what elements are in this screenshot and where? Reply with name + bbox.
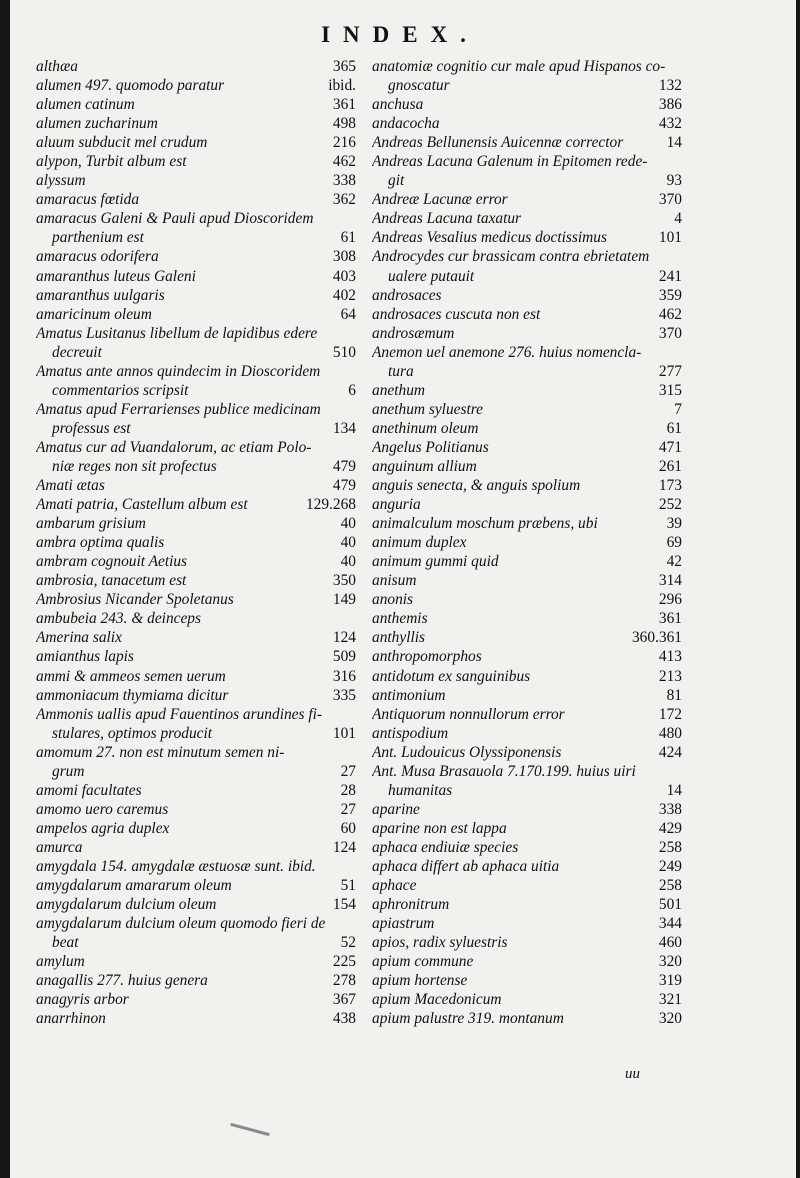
entry-term: ambarum grisium: [36, 515, 146, 533]
entry-page: 438: [332, 1010, 356, 1028]
entry-page: 60: [340, 819, 356, 837]
index-entry: [372, 552, 682, 571]
entry-page: 277: [658, 362, 682, 380]
entry-page: 370: [658, 324, 682, 342]
entry-page: 367: [332, 991, 356, 1009]
entry-page: 93: [666, 172, 682, 190]
entry-page: 61: [340, 229, 356, 247]
index-entry: [36, 667, 356, 686]
entry-term: gnoscatur: [388, 77, 450, 95]
index-entry: [372, 324, 682, 343]
entry-term: grum: [52, 762, 85, 780]
entry-page: 361: [332, 96, 356, 114]
index-entry: [372, 209, 682, 228]
entry-term: amaracus odorifera: [36, 248, 159, 266]
index-entry: [372, 819, 682, 838]
entry-term: Amatus ante annos quindecim in Dioscoridem: [36, 362, 321, 380]
entry-term: professus est: [52, 419, 131, 437]
index-entry: [36, 876, 356, 895]
entry-term: Ambrosius Nicander Spoletanus: [36, 591, 234, 609]
index-entry: [372, 400, 682, 419]
index-entry: [372, 609, 682, 628]
entry-page: 462: [658, 305, 682, 323]
index-entry: [36, 419, 356, 438]
index-entry: [36, 362, 356, 381]
index-entry: [372, 476, 682, 495]
index-entry: [36, 400, 356, 419]
index-entry: [36, 895, 356, 914]
entry-page: 40: [340, 515, 356, 533]
entry-page: 316: [332, 667, 356, 685]
index-entry: [36, 457, 356, 476]
entry-page: 424: [658, 743, 682, 761]
entry-term: aphronitrum: [372, 896, 450, 914]
index-entry: [372, 267, 682, 286]
entry-page: 216: [332, 134, 356, 152]
entry-term: alumen catinum: [36, 96, 135, 114]
entry-page: 480: [658, 724, 682, 742]
entry-term: anonis: [372, 591, 414, 609]
index-entry: [36, 571, 356, 590]
index-entry: [372, 133, 682, 152]
entry-page: 320: [658, 1010, 682, 1028]
entry-term: Ant. Ludouicus Olyssiponensis: [372, 743, 562, 761]
entry-page: 124: [332, 629, 356, 647]
entry-page: 14: [666, 781, 682, 799]
entry-page: 278: [332, 972, 356, 990]
index-entry: [36, 286, 356, 305]
entry-term: androsæmum: [372, 324, 455, 342]
entry-term: beat: [52, 934, 79, 952]
entry-page: 462: [332, 153, 356, 171]
entry-page: 386: [658, 96, 682, 114]
entry-page: 319: [658, 972, 682, 990]
entry-term: Ant. Musa Brasauola 7.170.199. huius uiri: [372, 762, 636, 780]
index-entry: [36, 590, 356, 609]
entry-page: 241: [658, 267, 682, 285]
entry-page: 308: [332, 248, 356, 266]
entry-page: 39: [666, 515, 682, 533]
entry-page: 479: [332, 457, 356, 475]
entry-term: amomum 27. non est minutum semen ni-: [36, 743, 285, 761]
entry-term: althæa: [36, 58, 78, 75]
index-entry: [372, 514, 682, 533]
entry-term: animum gummi quid: [372, 553, 499, 571]
index-entry: [36, 971, 356, 990]
entry-term: aphace: [372, 877, 417, 895]
entry-term: amaracus fœtida: [36, 191, 140, 209]
index-entry: [36, 838, 356, 857]
entry-page: 432: [658, 115, 682, 133]
entry-term: anthropomorphos: [372, 648, 482, 666]
entry-page: 173: [658, 477, 682, 495]
entry-page: 403: [332, 267, 356, 285]
entry-page: 154: [332, 896, 356, 914]
entry-page: 509: [332, 648, 356, 666]
index-entry: [372, 667, 682, 686]
index-entry: [36, 552, 356, 571]
entry-term: anthemis: [372, 610, 428, 628]
entry-term: amaranthus uulgaris: [36, 286, 165, 304]
entry-term: amaracus Galeni & Pauli apud Dioscoridem: [36, 210, 314, 228]
entry-term: amaricinum oleum: [36, 305, 152, 323]
index-entry: [36, 343, 356, 362]
index-entry: [36, 476, 356, 495]
entry-page: 359: [658, 286, 682, 304]
entry-page: 258: [658, 838, 682, 856]
index-entry: [36, 933, 356, 952]
entry-term: anagallis 277. huius genera: [36, 972, 208, 990]
index-entry: [36, 247, 356, 266]
entry-term: amianthus lapis: [36, 648, 134, 666]
index-entry: [36, 762, 356, 781]
page-title: INDEX.: [321, 22, 479, 47]
entry-page: 261: [658, 457, 682, 475]
entry-term: Antiquorum nonnullorum error: [372, 705, 565, 723]
index-entry: [36, 324, 356, 343]
index-entry: [372, 57, 682, 76]
entry-term: alyssum: [36, 172, 86, 190]
index-entry: [372, 590, 682, 609]
entry-term: amomo uero caremus: [36, 800, 169, 818]
entry-term: anisum: [372, 572, 417, 590]
entry-term: apios, radix syluestris: [372, 934, 508, 952]
entry-term: ambra optima qualis: [36, 534, 165, 552]
entry-page: 28: [340, 781, 356, 799]
entry-term: amygdalarum amararum oleum: [36, 877, 232, 895]
entry-term: anguinum allium: [372, 457, 477, 475]
index-entry: [36, 609, 356, 628]
index-entry: [36, 305, 356, 324]
index-entry: [36, 705, 356, 724]
entry-term: apium commune: [372, 953, 474, 971]
entry-page: 320: [658, 953, 682, 971]
entry-page: 510: [332, 343, 356, 361]
index-entry: [372, 457, 682, 476]
entry-term: amylum: [36, 953, 85, 971]
entry-term: anthyllis: [372, 629, 426, 647]
index-entry: [372, 800, 682, 819]
index-entry: [36, 952, 356, 971]
index-column-left: [36, 57, 356, 1028]
index-entry: [36, 209, 356, 228]
entry-page: 501: [658, 896, 682, 914]
index-entry: [36, 647, 356, 666]
index-entry: [372, 876, 682, 895]
index-entry: [372, 895, 682, 914]
entry-term: anatomiæ cognitio cur male apud Hispanos co-: [372, 58, 666, 75]
entry-term: ammoniacum thymiama dicitur: [36, 686, 229, 704]
entry-term: Andreæ Lacunæ error: [372, 191, 508, 209]
entry-term: alumen zucharinum: [36, 115, 158, 133]
index-entry: [372, 705, 682, 724]
index-entry: [36, 743, 356, 762]
entry-term: amomi facultates: [36, 781, 142, 799]
entry-term: anethinum oleum: [372, 419, 479, 437]
entry-page: 225: [332, 953, 356, 971]
entry-term: humanitas: [388, 781, 453, 799]
entry-term: anguria: [372, 496, 421, 514]
entry-page: 27: [340, 762, 356, 780]
entry-term: Amerina salix: [36, 629, 122, 647]
entry-term: aparine non est lappa: [372, 819, 507, 837]
entry-page: 27: [340, 800, 356, 818]
entry-page: 360.361: [631, 629, 682, 647]
index-entry: [372, 857, 682, 876]
index-entry: [372, 628, 682, 647]
entry-page: 40: [340, 534, 356, 552]
entry-term: animum duplex: [372, 534, 467, 552]
index-entry: [36, 1009, 356, 1028]
index-entry: [36, 686, 356, 705]
entry-page: 7: [674, 400, 682, 418]
index-entry: [36, 857, 356, 876]
index-entry: [36, 495, 356, 514]
entry-page: 321: [658, 991, 682, 1009]
index-entry: [372, 495, 682, 514]
index-entry: [372, 647, 682, 666]
entry-term: amurca: [36, 838, 83, 856]
index-entry: [36, 57, 356, 76]
index-entry: [36, 381, 356, 400]
index-entry: [372, 686, 682, 705]
entry-term: ampelos agria duplex: [36, 819, 170, 837]
index-entry: [372, 286, 682, 305]
entry-term: anethum syluestre: [372, 400, 483, 418]
index-entry: [372, 190, 682, 209]
entry-term: apium palustre 319. montanum: [372, 1010, 564, 1028]
entry-page: 362: [332, 191, 356, 209]
index-entry: [372, 343, 682, 362]
index-entry: [36, 533, 356, 552]
page-edge-shadow: [0, 0, 10, 1178]
entry-term: amygdalarum dulcium oleum: [36, 896, 217, 914]
entry-page: 69: [666, 534, 682, 552]
entry-term: andacocha: [372, 115, 440, 133]
entry-term: ambrosia, tanacetum est: [36, 572, 187, 590]
ink-stroke: [230, 1123, 269, 1136]
index-entry: [372, 533, 682, 552]
entry-page: 40: [340, 553, 356, 571]
index-entry: [372, 171, 682, 190]
entry-page: 61: [666, 419, 682, 437]
entry-term: git: [388, 172, 405, 190]
entry-page: 172: [658, 705, 682, 723]
index-entry: [372, 743, 682, 762]
entry-page: 51: [340, 877, 356, 895]
entry-page: 471: [658, 438, 682, 456]
index-entry: [372, 247, 682, 266]
entry-page: 132: [658, 77, 682, 95]
index-entry: [372, 114, 682, 133]
entry-term: Anemon uel anemone 276. huius nomencla-: [372, 343, 642, 361]
entry-term: decreuit: [52, 343, 102, 361]
entry-term: Andreas Lacuna taxatur: [372, 210, 522, 228]
entry-term: amaranthus luteus Galeni: [36, 267, 196, 285]
index-entry: [36, 228, 356, 247]
entry-term: ammi & ammeos semen uerum: [36, 667, 226, 685]
index-entry: [372, 781, 682, 800]
entry-page: 498: [332, 115, 356, 133]
index-entry: [372, 914, 682, 933]
index-entry: [372, 838, 682, 857]
entry-page: 134: [332, 419, 356, 437]
index-column-right: [372, 57, 682, 1028]
index-entry: [372, 952, 682, 971]
entry-page: 213: [658, 667, 682, 685]
index-entry: [372, 971, 682, 990]
index-entry: [372, 228, 682, 247]
entry-page: 14: [666, 134, 682, 152]
index-entry: [36, 914, 356, 933]
entry-page: 429: [658, 819, 682, 837]
entry-term: ambubeia 243. & deinceps: [36, 610, 201, 628]
index-entry: [36, 190, 356, 209]
index-entry: [36, 438, 356, 457]
entry-term: alypon, Turbit album est: [36, 153, 187, 171]
entry-page: 402: [332, 286, 356, 304]
entry-term: Amatus cur ad Vuandalorum, ac etiam Polo-: [36, 438, 312, 456]
entry-term: amygdalarum dulcium oleum quomodo fieri de: [36, 915, 326, 933]
entry-page: 81: [666, 686, 682, 704]
entry-term: Amatus apud Ferrarienses publice medicinam: [36, 400, 321, 418]
entry-page: 129.268: [305, 496, 356, 514]
entry-term: Andreas Vesalius medicus doctissimus: [372, 229, 607, 247]
index-entry: [36, 781, 356, 800]
entry-page: 101: [658, 229, 682, 247]
entry-page: 361: [658, 610, 682, 628]
entry-page: 124: [332, 838, 356, 856]
entry-term: anethum: [372, 381, 426, 399]
index-entry: [372, 571, 682, 590]
entry-term: apium hortense: [372, 972, 468, 990]
entry-term: aphaca differt ab aphaca uitia: [372, 857, 560, 875]
entry-term: aparine: [372, 800, 420, 818]
entry-page: 479: [332, 477, 356, 495]
entry-page: 258: [658, 877, 682, 895]
index-entry: [36, 990, 356, 1009]
index-entry: [36, 76, 356, 95]
entry-term: anchusa: [372, 96, 424, 114]
entry-page: 4: [674, 210, 682, 228]
index-entry: [372, 990, 682, 1009]
entry-term: Androcydes cur brassicam contra ebrietatem: [372, 248, 650, 266]
catchword: uu: [625, 1066, 640, 1082]
page-edge-right: [796, 0, 800, 1178]
entry-term: androsaces: [372, 286, 442, 304]
entry-term: amygdala 154. amygdalæ æstuosæ sunt. ibid.: [36, 857, 316, 875]
index-entry: [372, 152, 682, 171]
index-entry: [36, 95, 356, 114]
entry-page: 344: [658, 915, 682, 933]
entry-term: androsaces cuscuta non est: [372, 305, 541, 323]
entry-page: 296: [658, 591, 682, 609]
entry-term: antispodium: [372, 724, 449, 742]
entry-term: antimonium: [372, 686, 446, 704]
entry-term: alumen 497. quomodo paratur: [36, 77, 225, 95]
entry-page: 413: [658, 648, 682, 666]
entry-term: parthenium est: [52, 229, 144, 247]
entry-term: anagyris arbor: [36, 991, 129, 1009]
index-entry: [372, 95, 682, 114]
entry-page: 338: [658, 800, 682, 818]
entry-page: 149: [332, 591, 356, 609]
index-entry: [36, 819, 356, 838]
index-entry: [36, 267, 356, 286]
index-entry: [372, 419, 682, 438]
entry-term: tura: [388, 362, 414, 380]
entry-page: ibid.: [328, 77, 356, 95]
entry-term: niæ reges non sit profectus: [52, 457, 217, 475]
index-entry: [372, 933, 682, 952]
index-entry: [372, 724, 682, 743]
index-entry: [36, 152, 356, 171]
index-entry: [36, 800, 356, 819]
entry-page: 6: [348, 381, 356, 399]
entry-page: 315: [658, 381, 682, 399]
entry-term: Ammonis uallis apud Fauentinos arundines fi-: [36, 705, 323, 723]
index-entry: [372, 762, 682, 781]
entry-page: 338: [332, 172, 356, 190]
entry-page: 365: [332, 58, 356, 75]
entry-term: stulares, optimos producit: [52, 724, 213, 742]
entry-page: 249: [658, 857, 682, 875]
entry-term: Amati ætas: [36, 477, 105, 495]
entry-page: 64: [340, 305, 356, 323]
entry-page: 42: [666, 553, 682, 571]
entry-term: Amatus Lusitanus libellum de lapidibus edere: [36, 324, 318, 342]
index-entry: [36, 171, 356, 190]
entry-page: 335: [332, 686, 356, 704]
entry-term: anguis senecta, & anguis spolium: [372, 477, 581, 495]
entry-term: aluum subducit mel crudum: [36, 134, 208, 152]
index-entry: [372, 1009, 682, 1028]
entry-term: Angelus Politianus: [372, 438, 489, 456]
entry-page: 460: [658, 934, 682, 952]
index-entry: [36, 628, 356, 647]
index-entry: [36, 133, 356, 152]
entry-term: antidotum ex sanguinibus: [372, 667, 531, 685]
index-entry: [36, 724, 356, 743]
entry-page: 350: [332, 572, 356, 590]
entry-page: 52: [340, 934, 356, 952]
index-entry: [372, 438, 682, 457]
entry-term: aphaca endiuiæ species: [372, 838, 519, 856]
entry-page: 252: [658, 496, 682, 514]
entry-page: 370: [658, 191, 682, 209]
entry-term: ambram cognouit Aetius: [36, 553, 188, 571]
entry-term: ualere putauit: [388, 267, 475, 285]
entry-term: Andreas Lacuna Galenum in Epitomen rede-: [372, 153, 648, 171]
entry-term: apiastrum: [372, 915, 435, 933]
entry-term: Amati patria, Castellum album est: [36, 496, 248, 514]
index-entry: [36, 514, 356, 533]
entry-term: commentarios scripsit: [52, 381, 189, 399]
entry-term: animalculum moschum præbens, ubi: [372, 515, 598, 533]
index-entry: [372, 305, 682, 324]
entry-term: apium Macedonicum: [372, 991, 502, 1009]
index-entry: [36, 114, 356, 133]
entry-term: anarrhinon: [36, 1010, 106, 1028]
entry-term: Andreas Bellunensis Auicennæ corrector: [372, 134, 624, 152]
entry-page: 314: [658, 572, 682, 590]
index-entry: [372, 362, 682, 381]
index-entry: [372, 76, 682, 95]
entry-page: 101: [332, 724, 356, 742]
index-entry: [372, 381, 682, 400]
